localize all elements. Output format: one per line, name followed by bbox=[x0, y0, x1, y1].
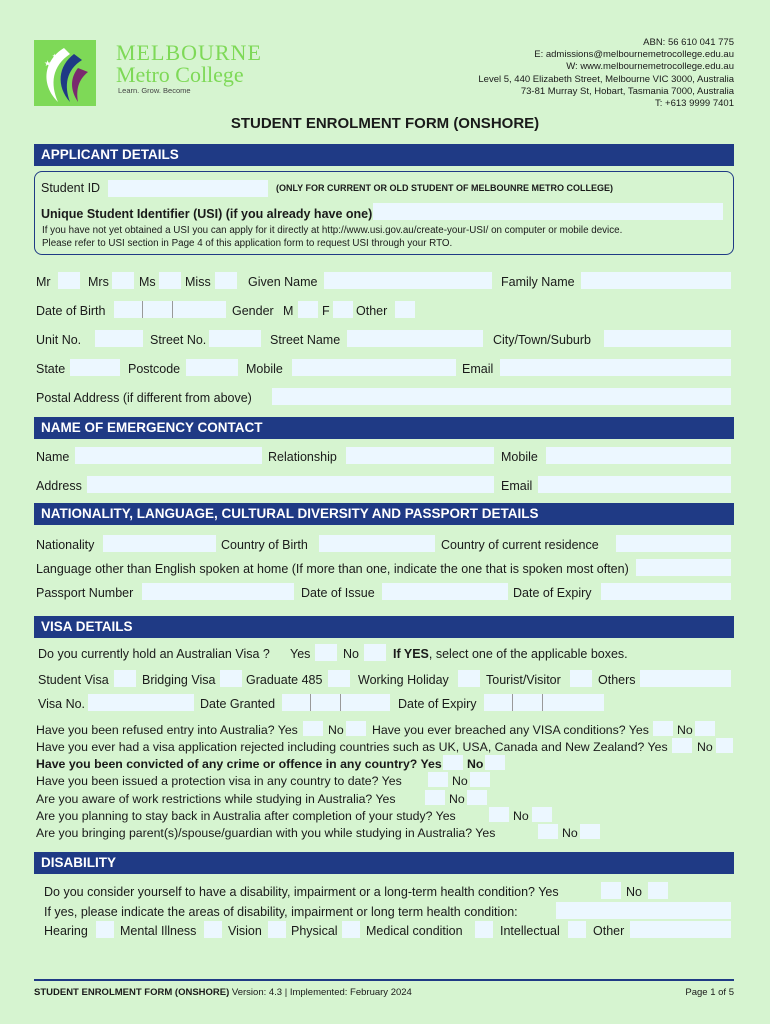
disability-no-checkbox[interactable] bbox=[648, 882, 668, 899]
dis-medical-label: Medical condition bbox=[366, 924, 463, 938]
mobile-label: Mobile bbox=[246, 362, 283, 376]
postcode-field[interactable] bbox=[186, 359, 238, 376]
form-title: STUDENT ENROLMENT FORM (ONSHORE) bbox=[230, 115, 540, 132]
visa-type-tourist-label: Tourist/Visitor bbox=[486, 673, 561, 687]
dis-vision-checkbox[interactable] bbox=[268, 921, 286, 938]
footer-left bbox=[34, 987, 412, 998]
svg-text:★: ★ bbox=[44, 59, 52, 68]
title-ms-checkbox[interactable] bbox=[159, 272, 181, 289]
passport-field[interactable] bbox=[142, 583, 294, 600]
q-refused-label: Have you been refused entry into Australia? Yes bbox=[36, 723, 298, 737]
relationship-field[interactable] bbox=[346, 447, 494, 464]
nationality-label: Nationality bbox=[36, 538, 95, 552]
student-id-note: (ONLY FOR CURRENT OR OLD STUDENT OF MELBOUNRE METRO COLLEGE) bbox=[276, 183, 613, 193]
visa-type-graduate-checkbox[interactable] bbox=[328, 670, 350, 687]
gender-label: Gender bbox=[232, 304, 274, 318]
q-parents-yes-checkbox[interactable] bbox=[538, 824, 558, 839]
q-stay-no-label: No bbox=[513, 809, 529, 823]
q-stay-no-checkbox[interactable] bbox=[532, 807, 552, 822]
title-miss-label: Miss bbox=[185, 275, 211, 289]
tagline: Learn. Grow. Become bbox=[118, 86, 191, 95]
q-convicted-no-checkbox[interactable] bbox=[485, 755, 505, 770]
section-visa-header: VISA DETAILS bbox=[34, 616, 734, 638]
q-refused-no-label: No bbox=[328, 723, 344, 737]
language-label: Language other than English spoken at home (If more than one, indicate the one that is spoken most often) bbox=[36, 562, 629, 576]
q-stay-label: Are you planning to stay back in Australia after completion of your study? Yes bbox=[36, 809, 456, 823]
nationality-field[interactable] bbox=[103, 535, 216, 552]
dis-physical-checkbox[interactable] bbox=[342, 921, 360, 938]
dis-intellectual-label: Intellectual bbox=[500, 924, 560, 938]
dis-hearing-label: Hearing bbox=[44, 924, 88, 938]
visa-type-student-checkbox[interactable] bbox=[114, 670, 136, 687]
emergency-name-field[interactable] bbox=[75, 447, 262, 464]
disability-areas-field[interactable] bbox=[556, 902, 731, 919]
college-name-line2: Metro College bbox=[116, 62, 244, 87]
section-emergency-header: NAME OF EMERGENCY CONTACT bbox=[34, 417, 734, 439]
q-breached-no-checkbox[interactable] bbox=[695, 721, 715, 736]
gender-m-label: M bbox=[283, 304, 294, 318]
dis-medical-checkbox[interactable] bbox=[475, 921, 493, 938]
city-label: City/Town/Suburb bbox=[493, 333, 591, 347]
address-melbourne: Level 5, 440 Elizabeth Street, Melbourne VIC 3000, Australia bbox=[478, 73, 734, 85]
country-birth-label: Country of Birth bbox=[221, 538, 308, 552]
dob-label: Date of Birth bbox=[36, 304, 106, 318]
usi-note-2: Please refer to USI section in Page 4 of this application form to request USI through your RTO. bbox=[42, 238, 453, 249]
disability-yes-checkbox[interactable] bbox=[601, 882, 621, 899]
unit-field[interactable] bbox=[95, 330, 143, 347]
email-field[interactable] bbox=[500, 359, 731, 376]
logo-emblem-icon bbox=[34, 40, 96, 106]
family-name-field[interactable] bbox=[581, 272, 731, 289]
dis-intellectual-checkbox[interactable] bbox=[568, 921, 586, 938]
country-birth-field[interactable] bbox=[319, 535, 435, 552]
student-id-label: Student ID bbox=[41, 181, 101, 195]
svg-text:★: ★ bbox=[52, 54, 58, 60]
email-label: Email bbox=[462, 362, 494, 376]
relationship-label: Relationship bbox=[268, 450, 337, 464]
visa-type-tourist-checkbox[interactable] bbox=[570, 670, 592, 687]
q-convicted-label: Have you been convicted of any crime or offence in any country? Yes bbox=[36, 757, 442, 771]
college-name-line1: MELBOURNE bbox=[116, 40, 262, 65]
emergency-name-label: Name bbox=[36, 450, 70, 464]
dis-vision-label: Vision bbox=[228, 924, 262, 938]
section-applicant-header: APPLICANT DETAILS bbox=[34, 144, 734, 166]
dis-mental-label: Mental Illness bbox=[120, 924, 197, 938]
title-mr-checkbox[interactable] bbox=[58, 272, 80, 289]
date-issue-field[interactable] bbox=[382, 583, 508, 600]
q-breached-no-label: No bbox=[677, 723, 693, 737]
title-ms-label: Ms bbox=[139, 275, 156, 289]
phone-text: T: +613 9999 7401 bbox=[655, 98, 734, 110]
college-logo bbox=[34, 40, 274, 100]
visa-hold-yes-checkbox[interactable] bbox=[315, 644, 337, 661]
postal-label: Postal Address (if different from above) bbox=[36, 391, 252, 405]
q-parents-no-label: No bbox=[562, 826, 578, 840]
q-protection-no-label: No bbox=[452, 774, 468, 788]
street-no-field[interactable] bbox=[209, 330, 261, 347]
usi-label: Unique Student Identifier (USI) (if you already have one) bbox=[41, 207, 373, 221]
usi-note-1: If you have not yet obtained a USI you can apply for it directly at http://www.usi.gov.au/create-your-USI/ on computer or mobile device. bbox=[42, 225, 623, 236]
q-protection-yes-checkbox[interactable] bbox=[428, 772, 448, 787]
visa-type-working-label: Working Holiday bbox=[358, 673, 449, 687]
gender-other-checkbox[interactable] bbox=[395, 301, 415, 318]
footer-version: Version: 4.3 | Implemented: February 2024 bbox=[229, 987, 412, 998]
street-name-label: Street Name bbox=[270, 333, 341, 347]
q-convicted-yes-checkbox[interactable] bbox=[443, 755, 463, 770]
dis-other-field[interactable] bbox=[630, 921, 731, 938]
passport-expiry-field[interactable] bbox=[601, 583, 731, 600]
gender-other-label: Other bbox=[356, 304, 388, 318]
emergency-mobile-field[interactable] bbox=[546, 447, 731, 464]
visa-type-others-label: Others bbox=[598, 673, 636, 687]
section-disability-header: DISABILITY bbox=[34, 852, 734, 874]
visa-hold-yes-label: Yes bbox=[290, 647, 311, 661]
dis-other-label: Other bbox=[593, 924, 625, 938]
q-restrictions-yes-checkbox[interactable] bbox=[425, 790, 445, 805]
q-restrictions-no-label: No bbox=[449, 792, 465, 806]
q-restrictions-no-checkbox[interactable] bbox=[467, 790, 487, 805]
emergency-mobile-label: Mobile bbox=[501, 450, 538, 464]
family-name-label: Family Name bbox=[501, 275, 575, 289]
visa-hold-no-checkbox[interactable] bbox=[364, 644, 386, 661]
mobile-field[interactable] bbox=[292, 359, 456, 376]
emergency-address-field[interactable] bbox=[87, 476, 494, 493]
footer-divider bbox=[34, 979, 734, 981]
visa-type-working-checkbox[interactable] bbox=[458, 670, 480, 687]
title-mrs-checkbox[interactable] bbox=[112, 272, 134, 289]
visa-type-student-label: Student Visa bbox=[38, 673, 109, 687]
city-field[interactable] bbox=[604, 330, 731, 347]
disability-no-label: No bbox=[626, 885, 642, 899]
address-hobart: 73-81 Murray St, Hobart, Tasmania 7000, Australia bbox=[520, 85, 734, 97]
visa-type-bridging-label: Bridging Visa bbox=[142, 673, 216, 687]
visa-type-bridging-checkbox[interactable] bbox=[220, 670, 242, 687]
country-residence-label: Country of current residence bbox=[441, 538, 599, 552]
gender-f-label: F bbox=[322, 304, 330, 318]
q-breached-yes-checkbox[interactable] bbox=[653, 721, 673, 736]
state-label: State bbox=[36, 362, 66, 376]
disability-areas-label: If yes, please indicate the areas of disability, impairment or long term health condition: bbox=[44, 905, 518, 919]
q-rejected-label: Have you ever had a visa application rejected including countries such as UK, USA, Canada and New Zealand? Yes bbox=[36, 740, 668, 754]
gender-f-checkbox[interactable] bbox=[333, 301, 353, 318]
q-rejected-yes-checkbox[interactable] bbox=[672, 738, 692, 753]
q-protection-label: Have you been issued a protection visa in any country to date? Yes bbox=[36, 774, 402, 788]
dis-hearing-checkbox[interactable] bbox=[96, 921, 114, 938]
section-nationality-header: NATIONALITY, LANGUAGE, CULTURAL DIVERSITY AND PASSPORT DETAILS bbox=[34, 503, 734, 525]
footer-page: Page 1 of 5 bbox=[685, 987, 734, 998]
q-convicted-no-label: No bbox=[467, 757, 484, 771]
visa-hold-no-label: No bbox=[343, 647, 359, 661]
email-text: E: admissions@melbournemetrocollege.edu.au bbox=[534, 49, 734, 61]
visa-no-field[interactable] bbox=[88, 694, 194, 711]
website-text: W: www.melbournemetrocollege.edu.au bbox=[566, 61, 734, 73]
postal-field[interactable] bbox=[272, 388, 731, 405]
given-name-label: Given Name bbox=[248, 275, 318, 289]
visa-no-label: Visa No. bbox=[38, 697, 86, 711]
dis-physical-label: Physical bbox=[291, 924, 338, 938]
disability-question: Do you consider yourself to have a disability, impairment or a long-term health condition? Yes bbox=[44, 885, 559, 899]
q-rejected-no-label: No bbox=[697, 740, 713, 754]
q-parents-no-checkbox[interactable] bbox=[580, 824, 600, 839]
passport-expiry-label: Date of Expiry bbox=[513, 586, 592, 600]
language-field[interactable] bbox=[636, 559, 731, 576]
country-residence-field[interactable] bbox=[616, 535, 731, 552]
dob-field[interactable] bbox=[114, 301, 226, 318]
emergency-address-label: Address bbox=[36, 479, 82, 493]
gender-m-checkbox[interactable] bbox=[298, 301, 318, 318]
abn-text: ABN: 56 610 041 775 bbox=[643, 37, 734, 48]
emergency-email-label: Email bbox=[501, 479, 533, 493]
q-parents-label: Are you bringing parent(s)/spouse/guardian with you while studying in Australia? Yes bbox=[36, 826, 496, 840]
contact-block bbox=[478, 37, 734, 110]
street-no-label: Street No. bbox=[150, 333, 207, 347]
footer-title: STUDENT ENROLMENT FORM (ONSHORE) bbox=[34, 987, 230, 998]
q-stay-yes-checkbox[interactable] bbox=[489, 807, 509, 822]
title-mrs-label: Mrs bbox=[88, 275, 109, 289]
visa-expiry-field[interactable] bbox=[484, 694, 604, 711]
q-refused-no-checkbox[interactable] bbox=[346, 721, 366, 736]
emergency-email-field[interactable] bbox=[538, 476, 731, 493]
q-rejected-no-checkbox[interactable] bbox=[716, 738, 733, 753]
q-restrictions-label: Are you aware of work restrictions while studying in Australia? Yes bbox=[36, 792, 396, 806]
usi-field[interactable] bbox=[373, 203, 723, 220]
student-id-field[interactable] bbox=[108, 180, 268, 197]
visa-type-others-field[interactable] bbox=[640, 670, 731, 687]
q-protection-no-checkbox[interactable] bbox=[470, 772, 490, 787]
date-granted-label: Date Granted bbox=[200, 697, 276, 711]
unit-label: Unit No. bbox=[36, 333, 82, 347]
title-mr-label: Mr bbox=[36, 275, 51, 289]
street-name-field[interactable] bbox=[347, 330, 483, 347]
given-name-field[interactable] bbox=[324, 272, 492, 289]
q-breached-label: Have you ever breached any VISA conditions? Yes bbox=[372, 723, 649, 737]
visa-hold-question: Do you currently hold an Australian Visa ? bbox=[38, 647, 270, 661]
date-issue-label: Date of Issue bbox=[301, 586, 375, 600]
visa-type-graduate-label: Graduate 485 bbox=[246, 673, 323, 687]
title-miss-checkbox[interactable] bbox=[215, 272, 237, 289]
dis-mental-checkbox[interactable] bbox=[204, 921, 222, 938]
postcode-label: Postcode bbox=[128, 362, 181, 376]
visa-if-yes-note: If YES, select one of the applicable boxes. bbox=[393, 647, 628, 661]
date-granted-field[interactable] bbox=[282, 694, 390, 711]
visa-expiry-label: Date of Expiry bbox=[398, 697, 477, 711]
passport-label: Passport Number bbox=[36, 586, 134, 600]
q-refused-yes-checkbox[interactable] bbox=[303, 721, 323, 736]
state-field[interactable] bbox=[70, 359, 120, 376]
